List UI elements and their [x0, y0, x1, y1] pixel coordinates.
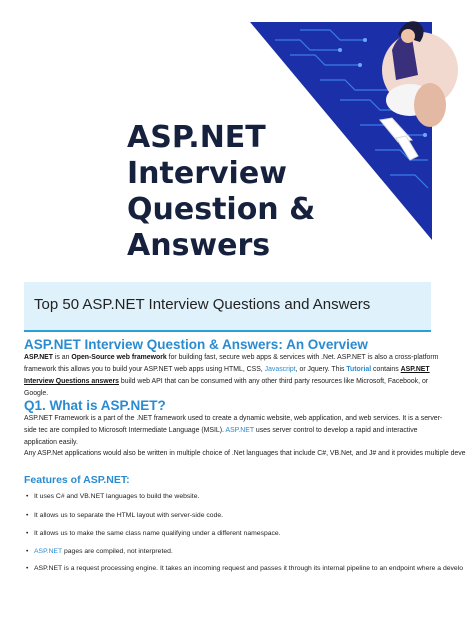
bullet-icon: • — [26, 565, 29, 572]
hero-title-line: Answers — [127, 228, 271, 263]
feature-text: It uses C# and VB.NET languages to build the website. — [34, 493, 200, 500]
bold-text: Open-Source web framework — [71, 354, 167, 361]
text: , or Jquery. This — [295, 366, 347, 373]
q1-paragraph — [24, 413, 444, 446]
features-heading: Features of ASP.NET: — [24, 474, 130, 486]
text: build web API that can be consumed with any other third party resources like Microsoft, Facebook, or Google. — [24, 378, 429, 397]
q1-paragraph-2: Any ASP.Net applications would also be written in multiple choice of .Net languages that include C#, VB.Net, and J# and it provides multiple deve — [24, 450, 466, 457]
overview-heading: ASP.NET Interview Question & Answers: An Overview — [24, 337, 368, 352]
hero-title-line: Interview — [127, 156, 287, 191]
feature-text: It allows us to separate the HTML layout with server-side code. — [34, 512, 224, 519]
article-title: Top 50 ASP.NET Interview Questions and Answers — [34, 296, 371, 313]
bullet-icon: • — [26, 530, 29, 537]
aspnet-link[interactable]: ASP.NET — [225, 427, 254, 434]
text: for building fast, secure web apps & services with .Net. ASP.NET is also a cross-platform framework this allows you to build your ASP.NET web apps using HTML, CSS, — [24, 354, 439, 373]
feature-list-item — [26, 511, 450, 520]
bold-text: ASP.NET — [24, 354, 53, 361]
bullet-icon: • — [26, 493, 29, 500]
hero-banner — [0, 0, 453, 280]
feature-list-item — [26, 492, 450, 501]
text: contains — [371, 366, 401, 373]
feature-text: It allows us to make the same class name qualifying under a different namespace. — [34, 530, 281, 537]
hero-title-line: ASP.NET — [127, 120, 266, 155]
feature-list-item — [26, 564, 463, 573]
bullet-icon: • — [26, 512, 29, 519]
text: ASP.NET Framework is a part of the .NET framework used to create a dynamic website, web application, and web services. It is a server-side tec are compiled to Microsoft Intermediate Language (MSIL). — [24, 415, 443, 434]
text: uses server control to develop a rapid and interactive application easily. — [24, 427, 418, 446]
feature-list-item — [26, 547, 450, 556]
overview-paragraph — [24, 352, 444, 397]
text: is an — [52, 354, 72, 361]
article-title-banner — [24, 282, 431, 332]
hero-title — [127, 120, 337, 264]
tutorial-link[interactable]: Tutorial — [346, 366, 372, 373]
q1-heading: Q1. What is ASP.NET? — [24, 398, 166, 413]
interview-questions-link[interactable]: ASP.NET Interview Questions answers — [24, 366, 430, 385]
feature-text: pages are compiled, not interpreted. — [62, 548, 173, 555]
feature-list-item — [26, 529, 450, 538]
hero-title-line: Question & — [127, 192, 316, 227]
feature-text: ASP.NET is a request processing engine. It takes an incoming request and passes it through its internal pipeline to an endpoint where a develo — [34, 565, 463, 572]
bullet-icon: • — [26, 548, 29, 555]
aspnet-link[interactable]: ASP.NET — [34, 548, 63, 555]
javascript-link[interactable]: Javascript — [264, 366, 296, 373]
